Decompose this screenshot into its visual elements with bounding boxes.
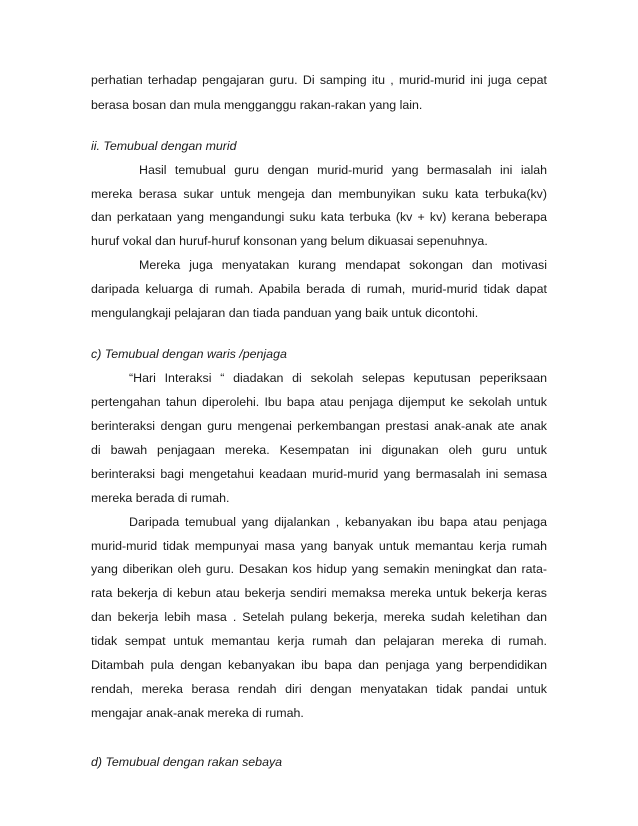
paragraph-line: mengajar anak-anak mereka di rumah. [91, 706, 304, 720]
paragraph-line: pertengahan tahun diperolehi. Ibu bapa atau penjaga dijemput ke sekolah untuk [91, 395, 547, 409]
paragraph-line: Hasil temubual guru dengan murid-murid yang bermasalah ini ialah [139, 163, 547, 177]
paragraph-line: daripada keluarga di rumah. Apabila berada di rumah, murid-murid tidak dapat [91, 282, 547, 296]
paragraph-line: berasa bosan dan mula mengganggu rakan-rakan yang lain. [91, 98, 423, 112]
paragraph-line: perhatian terhadap pengajaran guru. Di samping itu , murid-murid ini juga cepat [91, 73, 547, 87]
paragraph-line: dan perkataan yang mengandungi suku kata terbuka (kv + kv) kerana beberapa [91, 210, 547, 224]
paragraph-line: rendah, mereka berasa rendah diri dengan menyatakan tidak pandai untuk [91, 682, 547, 696]
paragraph-line: di bawah penjagaan mereka. Kesempatan ini digunakan oleh guru untuk [91, 443, 547, 457]
paragraph-line: mereka berasa sukar untuk mengeja dan membunyikan suku kata terbuka(kv) [91, 187, 547, 201]
paragraph-line: mereka berada di rumah. [91, 491, 230, 505]
paragraph-line: mengulangkaji pelajaran dan tiada panduan yang baik untuk dicontohi. [91, 306, 479, 320]
paragraph-line: huruf vokal dan huruf-huruf konsonan yang belum dikuasai sepenuhnya. [91, 234, 488, 248]
paragraph-line: “Hari Interaksi “ diadakan di sekolah selepas keputusan peperiksaan [129, 371, 547, 385]
paragraph-line: yang diberikan oleh guru. Desakan kos hidup yang semakin meningkat dan rata- [91, 562, 547, 576]
paragraph-line: Ditambah pula dengan kebanyakan ibu bapa dan penjaga yang berpendidikan [91, 658, 547, 672]
section-heading: c) Temubual dengan waris /penjaga [91, 347, 287, 361]
paragraph-line: berinteraksi dengan guru mengenai perkembangan prestasi anak-anak ate anak [91, 419, 547, 433]
section-heading: d) Temubual dengan rakan sebaya [91, 755, 283, 769]
paragraph-line: Mereka juga menyatakan kurang mendapat sokongan dan motivasi [139, 258, 547, 272]
section-heading: ii. Temubual dengan murid [91, 139, 237, 153]
paragraph-line: tidak sempat untuk memantau kerja rumah dan pelajaran mereka di rumah. [91, 634, 547, 648]
paragraph-line: berinteraksi bagi mengetahui keadaan murid-murid yang bermasalah ini semasa [91, 467, 547, 481]
paragraph-line: murid-murid tidak mempunyai masa yang banyak untuk memantau kerja rumah [91, 539, 547, 553]
paragraph-line: rata bekerja di kebun atau bekerja sendiri memaksa mereka untuk bekerja keras [91, 586, 547, 600]
paragraph-line: dan bekerja lebih masa . Setelah pulang bekerja, mereka sudah keletihan dan [91, 610, 547, 624]
paragraph-line: Daripada temubual yang dijalankan , kebanyakan ibu bapa atau penjaga [129, 515, 547, 529]
